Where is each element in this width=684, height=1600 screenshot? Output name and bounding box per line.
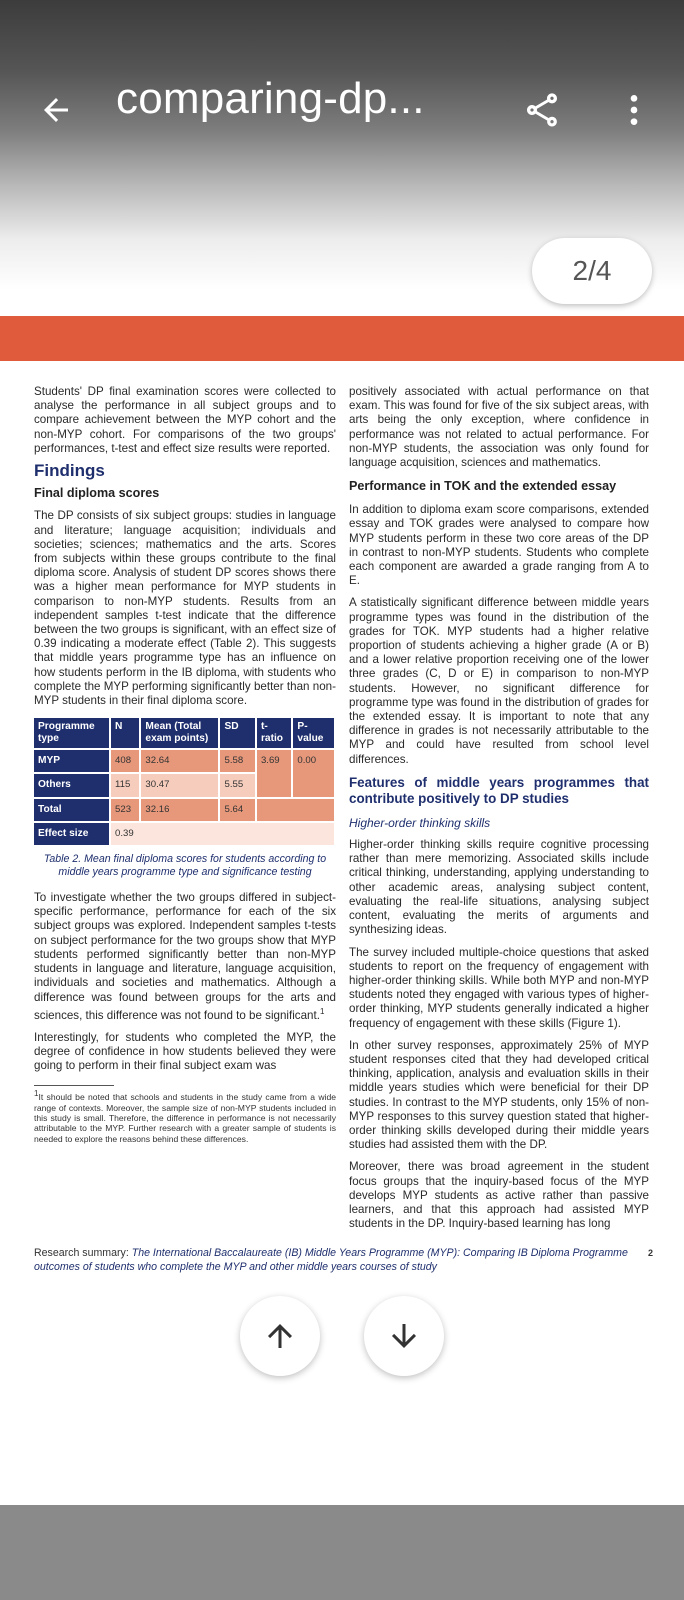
tok-paragraph-1: In addition to diploma exam score comparisons, extended essay and TOK grades were analysed to compare how MYP students perform in these two core areas of the DP in contrast to non-MYP students. Students who complete each component are awarded a grade ranging from A to E. <box>349 503 649 588</box>
more-options-button[interactable] <box>612 86 656 134</box>
summary-title: The International Baccalaureate (IB) Middle Years Programme (MYP): Comparing IB Diploma Programme outcomes of students who complete the MYP and other middle years courses of study <box>34 1247 628 1273</box>
cell-t-ratio: 3.69 <box>257 750 291 796</box>
more-vert-icon <box>614 90 654 130</box>
left-column <box>34 385 336 1144</box>
right-column <box>349 385 649 1239</box>
header-p-value: P-value <box>293 718 334 748</box>
confidence-continued-paragraph: positively associated with actual performance on that exam. This was found for five of the six subject areas, with arts being the only exception, where confidence in performance was not related to actual performance. For non-MYP students, the association was only found for language acquisition, sciences and mathematics. <box>349 385 649 470</box>
footnote <box>34 1089 336 1144</box>
header-n: N <box>111 718 139 748</box>
footnote-divider <box>34 1085 114 1086</box>
research-summary-footer <box>34 1246 634 1274</box>
tok-heading: Performance in TOK and the extended essay <box>349 479 617 494</box>
cell-n: 408 <box>111 750 139 772</box>
page-number: 2 <box>648 1248 654 1258</box>
header-t-ratio: t-ratio <box>257 718 291 748</box>
arrow-up-icon <box>262 1318 298 1354</box>
share-button[interactable] <box>520 86 564 134</box>
confidence-paragraph: Interestingly, for students who completed the MYP, the degree of confidence in how students believed they were going to perform in their final subject exam was <box>34 1030 336 1073</box>
final-scores-paragraph: The DP consists of six subject groups: studies in language and literature; language acquisition; individuals and societies; sciences; mathematics and the arts. Scores from subjects within these groups contribute to the final diploma score. Analysis of student DP scores shows there was a higher mean performance for MYP students in comparison to non-MYP students. Results from an independent samples t-test indicate that the difference between the two groups is significant, with an effect size of 0.39 indicating a moderate effect (Table 2). This suggests that middle years programme type has an influence on how students perform in the IB diploma, with students who complete the MYP performing significantly better than non-MYP students in their final diploma score. <box>34 509 336 708</box>
higher-order-paragraph-1: Higher-order thinking skills require cognitive processing rather than mere memorizing. Associated skills include critical thinking, understanding, applying understanding to other academic areas, analysing subject content, evaluating the real-life situations, analysing subject content, evaluating the merits of arguments and synthesizing ideas. <box>349 838 649 937</box>
row-label: Effect size <box>34 823 109 845</box>
cell-mean: 32.64 <box>141 750 218 772</box>
subject-performance-paragraph <box>34 891 336 1023</box>
header-mean: Mean (Total exam points) <box>141 718 218 748</box>
cell-n: 115 <box>111 774 139 796</box>
table-row <box>34 799 334 821</box>
features-heading: Features of middle years programmes that contribute positively to DP studies <box>349 774 649 806</box>
results-table <box>32 716 336 847</box>
footnote-marker: 1 <box>34 1089 39 1099</box>
cell-effect-size: 0.39 <box>111 823 334 845</box>
footnote-ref: 1 <box>319 1006 325 1016</box>
higher-order-heading: Higher-order thinking skills <box>349 815 491 830</box>
cell-sd: 5.58 <box>220 750 254 772</box>
page-indicator: 2/4 <box>532 238 652 304</box>
tok-paragraph-2: A statistically significant difference between middle years programme types was found in the distribution of the grades for TOK. MYP students had a higher relative proportion of students achieving a higher grade (A or B) and a lower relative proportion receiving one of the lower three grades (C, D or E) in comparison to non-MYP students. However, no significant difference for programme type was found in the distribution of grades for the extended essay. It is important to note that any difference in grades is not necessarily attributable to the MYP and could have resulted from school level differences. <box>349 596 649 766</box>
row-label: MYP <box>34 750 109 772</box>
next-page-button[interactable] <box>364 1296 444 1376</box>
header-sd: SD <box>220 718 254 748</box>
page-header-band <box>0 316 684 361</box>
footnote-text: It should be noted that schools and students in the study came from a wide range of contexts. Moreover, the sample size of non-MYP students included in this study is small. Therefore, the difference in performance is not necessarily attributable to the MYP. Further research with a greater sample of students is needed to explore the reasons behind these differences. <box>34 1092 336 1144</box>
arrow-down-icon <box>386 1318 422 1354</box>
cell-sd: 5.64 <box>220 799 254 821</box>
app-bar <box>0 0 684 300</box>
cell-blank <box>257 799 334 821</box>
summary-label: Research summary: <box>34 1247 132 1259</box>
subject-performance-text: To investigate whether the two groups differed in subject-specific performance, performance for each of the six subject groups was explored. Independent samples t-tests on subject performance for the two groups show that MYP students performed significantly better than non-MYP students in language and literature, language acquisition, individuals and societies and mathematics. Although a difference was found between groups for the arts and sciences, this difference was not found to be significant. <box>34 891 336 1022</box>
document-page[interactable] <box>0 361 684 1496</box>
back-button[interactable] <box>34 88 78 132</box>
final-diploma-scores-heading: Final diploma scores <box>34 486 160 501</box>
table-caption: Table 2. Mean final diploma scores for students according to middle years programme type and significance testing <box>43 853 327 879</box>
document-title: comparing-dp... <box>116 74 425 123</box>
bottom-bar <box>0 1505 684 1600</box>
higher-order-paragraph-2: The survey included multiple-choice questions that asked students to report on the frequency of engagement with higher-order thinking skills. While both MYP and non-MYP students noted they engaged with various types of higher-order thinking, MYP students generally indicated a higher frequency of engagement with these skills (Figure 1). <box>349 945 649 1030</box>
higher-order-paragraph-4: Moreover, there was broad agreement in the student focus groups that the inquiry-based focus of the MYP develops MYP students as active rather than passive learners, and that this approach had assisted MYP students in the DP. Inquiry-based learning has long <box>349 1160 649 1231</box>
higher-order-paragraph-3: In other survey responses, approximately 25% of MYP student responses cited that they had developed critical thinking, application, analysis and evaluation skills in their middle years studies which were beneficial for their DP studies. In contrast to the MYP students, only 15% of non-MYP responses to this survey question stated that higher-order thinking skills developed during their middle years studies had assisted them with the DP. <box>349 1038 649 1152</box>
row-label: Total <box>34 799 109 821</box>
share-icon <box>522 90 562 130</box>
cell-mean: 30.47 <box>141 774 218 796</box>
arrow-left-icon <box>38 92 74 128</box>
header-programme-type: Programme type <box>34 718 109 748</box>
cell-mean: 32.16 <box>141 799 218 821</box>
cell-sd: 5.55 <box>220 774 254 796</box>
findings-heading: Findings <box>34 461 105 481</box>
intro-paragraph: Students' DP final examination scores were collected to analyse the performance in all subject groups and to compare achievement between the MYP cohort and the non-MYP cohort. For comparisons of the two groups' performances, t-test and effect size results were reported. <box>34 385 336 455</box>
table-row <box>34 750 334 772</box>
row-label: Others <box>34 774 109 796</box>
previous-page-button[interactable] <box>240 1296 320 1376</box>
cell-p-value: 0.00 <box>293 750 334 796</box>
cell-n: 523 <box>111 799 139 821</box>
table-row <box>34 823 334 845</box>
